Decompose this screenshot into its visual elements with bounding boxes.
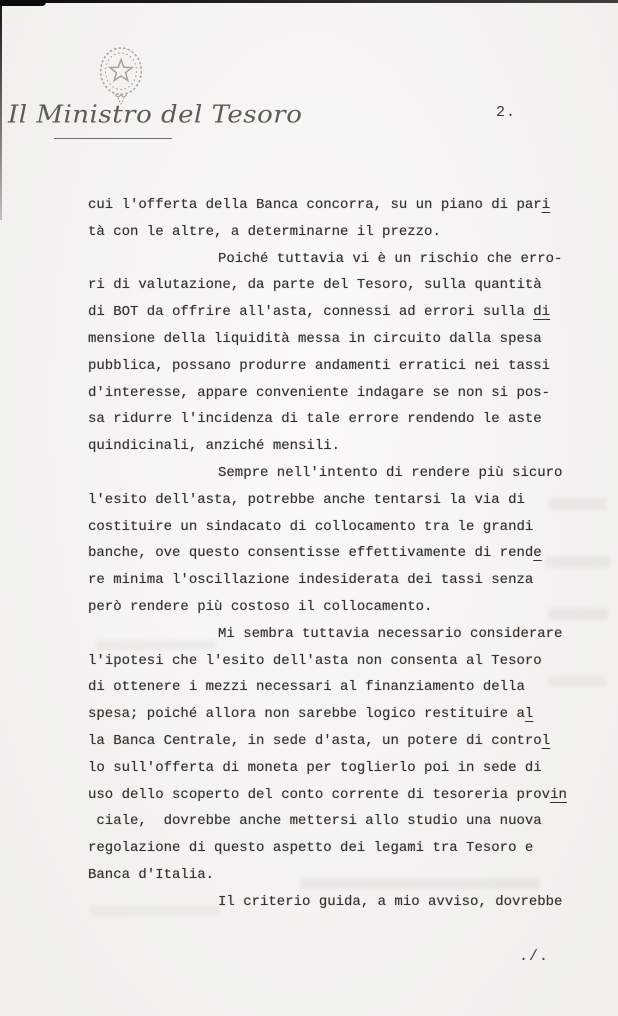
text-line: di ottenere i mezzi necessari al finanziamento della — [88, 679, 525, 696]
text-line: spesa; poiché allora non sarebbe logico restituire al — [88, 706, 534, 723]
text-line: sa ridurre l'incidenza di tale errore rendendo le aste — [88, 411, 542, 428]
page-continuation-mark: ./. — [519, 948, 550, 965]
continuation-underline: e — [533, 545, 542, 562]
continuation-underline: in — [550, 786, 567, 803]
continuation-underline: i — [541, 197, 551, 213]
text-line: Poiché tuttavia vi è un rischio che erro- — [218, 250, 563, 267]
text-line: l'esito dell'asta, potrebbe anche tentarsi la via di — [88, 491, 525, 508]
text-line: quindicinali, anziché mensili. — [88, 438, 341, 455]
continuation-underline: l — [524, 706, 534, 723]
continuation-underline: di — [533, 304, 551, 321]
paragraph — [88, 621, 576, 889]
text-line: l'ipotesi che l'esito dell'asta non consenta al Tesoro — [88, 652, 542, 669]
text-line: ciale, dovrebbe anche mettersi allo studio una nuova — [88, 813, 542, 830]
text-line: però rendere più costoso il collocamento. — [88, 598, 433, 615]
scan-edge-artifact — [0, 0, 2, 220]
text-line: uso dello scoperto del conto corrente di tesoreria provin — [88, 786, 567, 803]
text-line: d'interesse, appare conveniente indagare se non si pos- — [88, 384, 551, 401]
text-line: re minima l'oscillazione indesiderata dei tassi senza — [88, 572, 534, 589]
text-line: lo sull'offerta di moneta per toglierlo poi in sede di — [88, 759, 542, 776]
text-line: pubblica, possano produrre andamenti erratici nei tassi — [88, 357, 551, 374]
text-line: ri di valutazione, da parte del Tesoro, sulla quantità — [88, 277, 542, 294]
text-line: Il criterio guida, a mio avviso, dovrebbe — [218, 893, 563, 910]
bleed-through-smudge — [545, 556, 611, 568]
text-line: costituire un sindacato di collocamento tra le grandi — [88, 518, 534, 535]
page-number: 2. — [496, 104, 517, 121]
text-line: la Banca Centrale, in sede d'asta, un potere di control — [88, 732, 551, 749]
continuation-underline: l — [541, 732, 551, 749]
letterhead-underline — [54, 138, 172, 139]
letterhead-title: Il Ministro del Tesoro — [8, 100, 303, 130]
bleed-through-smudge — [548, 608, 608, 620]
text-line: mensione della liquidità messa in circuito dalla spesa — [88, 330, 542, 347]
paragraph — [88, 246, 576, 460]
text-line: regolazione di questo aspetto dei legami tra Tesoro e — [88, 840, 534, 857]
bleed-through-smudge — [96, 640, 216, 650]
bleed-through-smudge — [90, 906, 220, 916]
bleed-through-smudge — [300, 878, 540, 889]
text-line: tà con le altre, a determinarne il prezzo. — [88, 223, 441, 240]
text-line: Banca d'Italia. — [88, 866, 215, 883]
text-line: Sempre nell'intento di rendere più sicuro — [218, 464, 563, 481]
text-line: banche, ove questo consentisse effettivamente di rende — [88, 545, 542, 562]
text-line: di BOT da offrire all'asta, connessi ad errori sulla di — [88, 304, 551, 321]
document-body — [88, 192, 576, 916]
text-line: cui l'offerta della Banca concorra, su un piano di pari — [88, 197, 551, 213]
scan-edge-artifact — [0, 0, 618, 3]
paragraph — [88, 460, 576, 621]
scan-edge-artifact — [0, 0, 46, 6]
bleed-through-smudge — [548, 498, 606, 510]
bleed-through-smudge — [548, 676, 606, 687]
text-line: Mi sembra tuttavia necessario considerare — [218, 625, 563, 642]
paragraph — [88, 192, 576, 246]
